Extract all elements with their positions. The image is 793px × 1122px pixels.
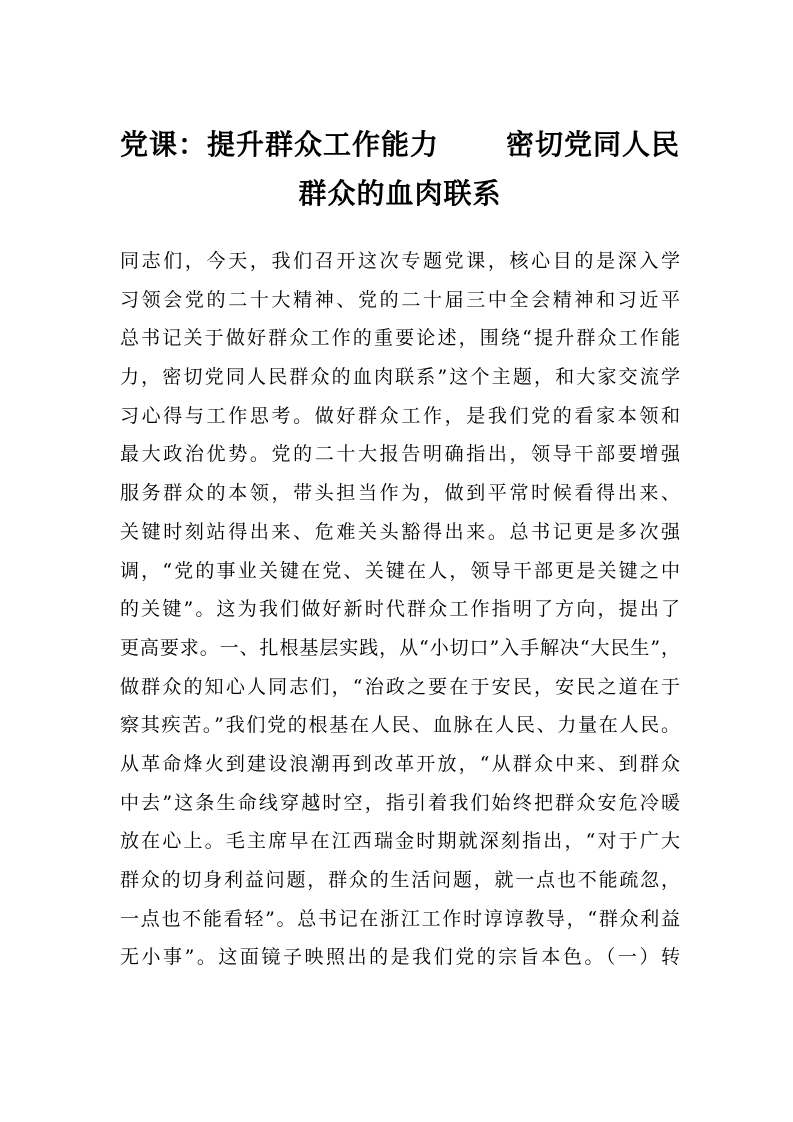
body-line: 做群众的知心人同志们，“治政之要在于安民，安民之道在于 bbox=[120, 675, 680, 698]
body-line: 更高要求。一、扎根基层实践，从“小切口”入手解决“大民生”， bbox=[120, 636, 680, 659]
body-line: 的关键”。这为我们做好新时代群众工作指明了方向，提出了 bbox=[120, 598, 680, 621]
title-part-right: 密切党同人民 bbox=[505, 128, 680, 161]
body-line: 服务群众的本领，带头担当作为，做到平常时候看得出来、 bbox=[120, 482, 680, 505]
body-line: 最大政治优势。党的二十大报告明确指出，领导干部要增强 bbox=[120, 443, 680, 466]
document-title-line-1 bbox=[120, 125, 680, 165]
body-line: 群众的切身利益问题，群众的生活问题，就一点也不能疏忽， bbox=[120, 869, 680, 891]
body-line: 调，“党的事业关键在党、关键在人，领导干部更是关键之中 bbox=[120, 559, 680, 582]
body-line: 一点也不能看轻”。总书记在浙江工作时谆谆教导，“群众利益 bbox=[120, 907, 680, 930]
document-body bbox=[120, 242, 680, 977]
title-part-left: 党课：提升群众工作能力 bbox=[120, 128, 440, 161]
body-line: 习领会党的二十大精神、党的二十届三中全会精神和习近平 bbox=[120, 288, 680, 311]
body-line: 同志们，今天，我们召开这次专题党课，核心目的是深入学 bbox=[120, 250, 680, 272]
body-line: 放在心上。毛主席早在江西瑞金时期就深刻指出，“对于广大 bbox=[120, 830, 680, 853]
body-line: 中去”这条生命线穿越时空，指引着我们始终把群众安危冷暖 bbox=[120, 791, 680, 814]
document-title-line-2: 群众的血肉联系 bbox=[298, 177, 502, 210]
body-line: 无小事”。这面镜子映照出的是我们党的宗旨本色。（一）转 bbox=[120, 946, 680, 969]
body-line: 习心得与工作思考。做好群众工作，是我们党的看家本领和 bbox=[120, 404, 680, 427]
body-line: 从革命烽火到建设浪潮再到改革开放，“从群众中来、到群众 bbox=[120, 752, 680, 775]
body-line: 察其疾苦。”我们党的根基在人民、血脉在人民、力量在人民。 bbox=[120, 714, 680, 737]
body-line: 总书记关于做好群众工作的重要论述，围绕“提升群众工作能 bbox=[120, 327, 680, 350]
body-line: 关键时刻站得出来、危难关头豁得出来。总书记更是多次强 bbox=[120, 520, 680, 543]
body-line: 力，密切党同人民群众的血肉联系”这个主题，和大家交流学 bbox=[120, 366, 680, 389]
